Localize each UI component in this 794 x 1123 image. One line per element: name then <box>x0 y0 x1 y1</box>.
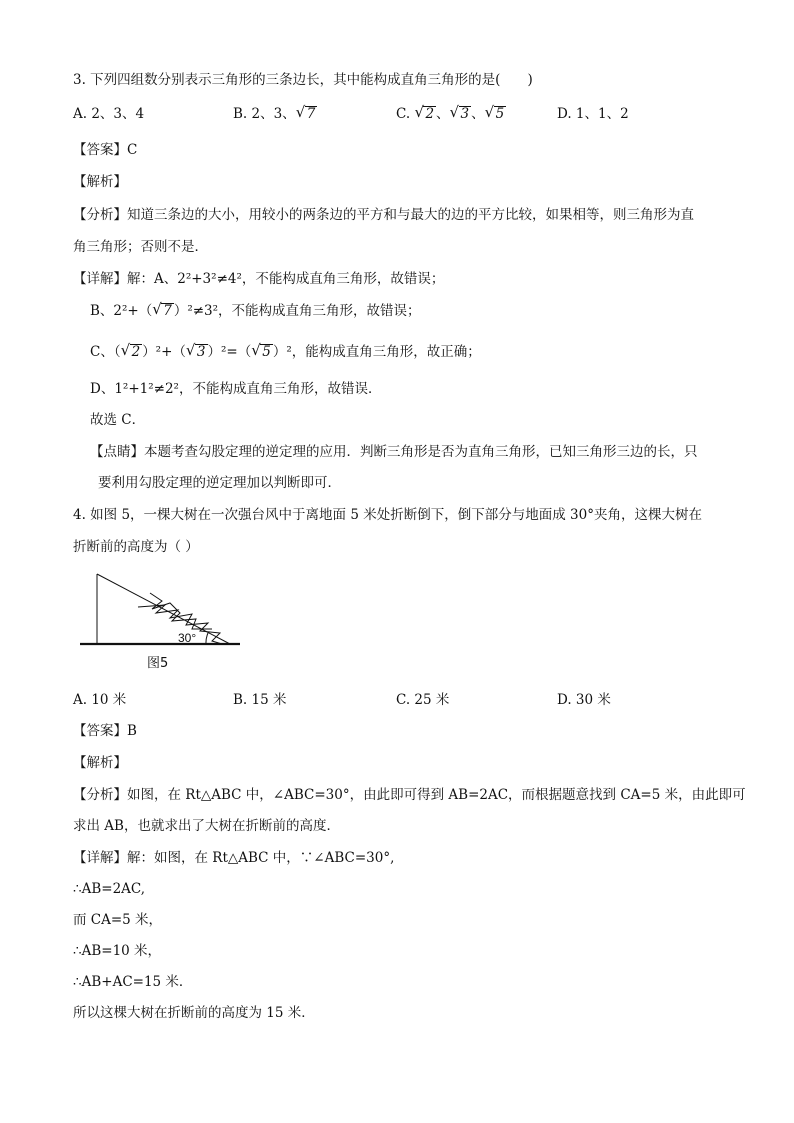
q4-answer: 【答案】B <box>73 723 137 739</box>
q3-option-b-text: B. 2、3、 <box>233 106 296 122</box>
q3-option-d[interactable]: D. 1、1、2 <box>557 106 629 122</box>
sqrt-3: √ 3 <box>185 341 206 360</box>
q4-stem-line1: 4. 如图 5，一棵大树在一次强台风中于离地面 5 米处折断倒下，倒下部分与地面成 30°夹角，这棵大树在 <box>73 507 702 523</box>
q3-detail-d: D、1²+1²≠2²，不能构成直角三角形，故错误． <box>90 381 382 397</box>
sqrt-5: √ 5 <box>484 103 505 122</box>
q3-detail-a: 【详解】解：A、2²+3²≠4²，不能构成直角三角形，故错误； <box>73 271 445 287</box>
sqrt-2: √ 2 <box>120 341 141 360</box>
sqrt-7: √ 7 <box>152 300 172 319</box>
q4-stem-line2: 折断前的高度为（ ） <box>73 539 199 555</box>
q4-option-a[interactable]: A. 10 米 <box>73 692 127 708</box>
q4-option-b[interactable]: B. 15 米 <box>233 692 287 708</box>
q4-detail-1: 【详解】解：如图，在 Rt△ABC 中，∵∠ABC=30°, <box>73 850 395 866</box>
q3-detail-b: B、2²+（ √ 7 ）²≠3²，不能构成直角三角形，故错误； <box>90 300 421 319</box>
sqrt-7: √ 7 <box>295 103 316 122</box>
sqrt-2: √ 2 <box>414 103 435 122</box>
q3-option-c[interactable] <box>396 104 506 124</box>
angle-label: 30° <box>178 631 197 645</box>
figure-5-broken-tree <box>80 573 250 653</box>
separator: 、 <box>436 106 450 122</box>
q3-option-b[interactable] <box>233 104 317 124</box>
q3-dianjing-line2: 要利用勾股定理的逆定理加以判断即可． <box>98 475 341 491</box>
q3-fenxi-line1: 【分析】知道三条边的大小，用较小的两条边的平方和与最大的边的平方比较，如果相等，则三角形为直 <box>73 207 694 223</box>
angle-arc <box>206 633 208 644</box>
q3-dianjing-line1: 【点睛】本题考查勾股定理的逆定理的应用．判断三角形是否为直角三角形，已知三角形三边的长，只 <box>90 444 698 460</box>
q4-fenxi-line2: 求出 AB，也就求出了大树在折断前的高度． <box>73 818 340 834</box>
q4-detail-4: ∴AB=10 米， <box>73 943 162 959</box>
q3-jiexi-heading: 【解析】 <box>73 174 127 190</box>
sqrt-3: √ 3 <box>449 103 470 122</box>
q3-stem: 3. 下列四组数分别表示三角形的三条边长，其中能构成直角三角形的是( ) <box>73 72 533 88</box>
separator: 、 <box>471 106 485 122</box>
q4-fenxi-line1: 【分析】如图，在 Rt△ABC 中，∠ABC=30°，由此即可得到 AB=2AC，而根据题意找到 CA=5 米，由此即可 <box>73 787 746 803</box>
q4-detail-3: 而 CA=5 米， <box>73 912 163 928</box>
q4-detail-2: ∴AB=2AC, <box>73 881 146 897</box>
fallen-part <box>97 574 230 644</box>
q4-option-c[interactable]: C. 25 米 <box>396 692 450 708</box>
q4-detail-5: ∴AB+AC=15 米． <box>73 974 193 990</box>
q3-option-c-text: C. <box>396 106 415 122</box>
q4-conclusion: 所以这棵大树在折断前的高度为 15 米． <box>73 1005 315 1021</box>
q4-jiexi-heading: 【解析】 <box>73 755 127 771</box>
q3-fenxi-line2: 角三角形；否则不是． <box>73 239 208 255</box>
q3-option-a[interactable]: A. 2、3、4 <box>73 106 145 122</box>
sqrt-5: √ 5 <box>251 341 271 360</box>
q3-answer: 【答案】C <box>73 142 138 158</box>
q3-conclusion: 故选 C． <box>90 412 146 428</box>
q4-option-d[interactable]: D. 30 米 <box>557 692 611 708</box>
figure-caption: 图5 <box>147 656 169 671</box>
q3-detail-c: C、（ √ 2 ）²+（ √ 3 ）²=（ √ 5 ）²，能构成直角三角形，故正确； <box>90 341 481 360</box>
